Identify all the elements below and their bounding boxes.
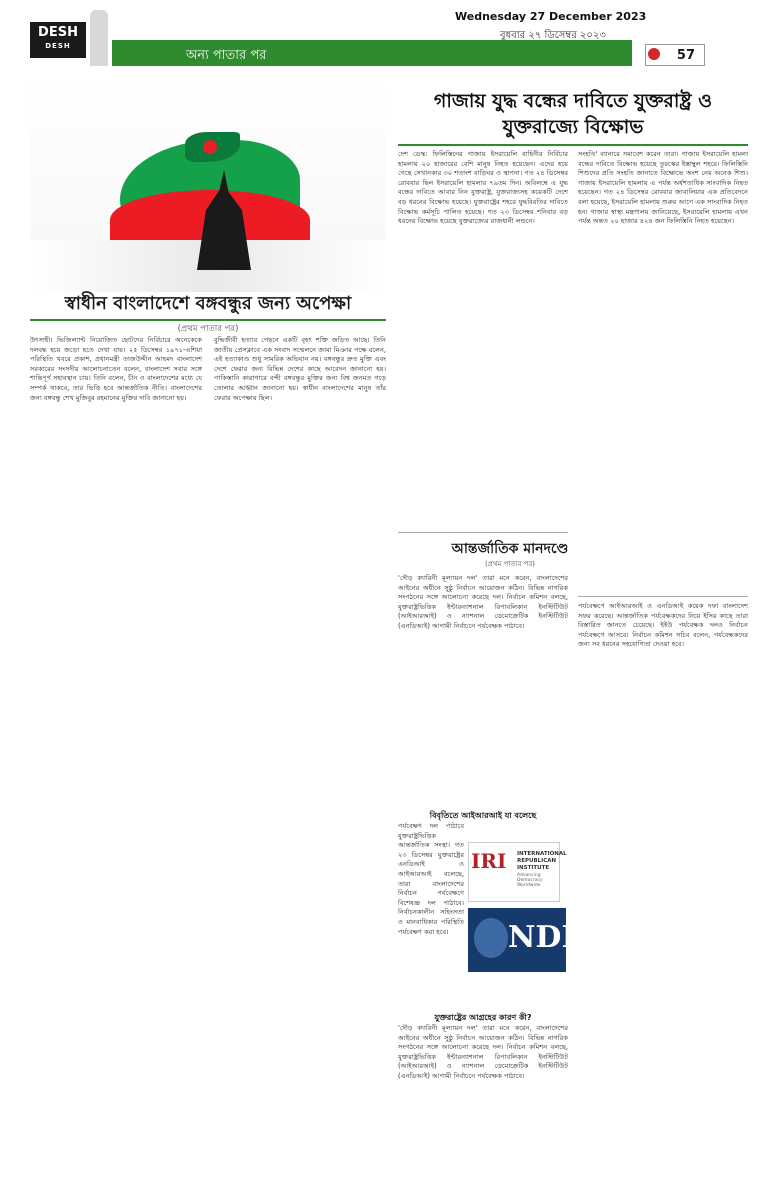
ndi-logo: NDI [468, 908, 566, 972]
article-observers-col: পর্যবেক্ষণে আইআরআই ও এনডিআই কয়েক দফা বাংলাদেশ সফর করেছে। আন্তর্জাতিক পর্যবেক্ষকদের নিয়ে ইসির কাছে তারা বিস্তারিত জানতে চেয়েছে। ইইউ পর্যবেক্ষক দলও নির্বাচন পর্যবেক্ষণে আসবে। নির্বাচন কমিশন সচিব বলেন, পর্যবেক্ষকদের জন্য সব ধরনের সহযোগিতা দেওয়া হবে। [578, 602, 748, 649]
headline-international: আন্তর্জাতিক মানদণ্ডে [451, 541, 569, 557]
article-bangabandhu-col2: বুদ্ধিজীবী হত্যার পেছনে একটি বৃহৎ শক্তি জড়িত আছে। তিনি জাতীয় প্রেসক্লাবে এক সংবাদ সম্মেলনে জামা মিঞার পক্ষে বলেন, এই হত্যাকাণ্ড শুধু সামরিক অভিযান নয়। বঙ্গবন্ধুর দ্রুত মুক্তি এবং দেশে ফেরার জন্য বিভিন্ন দেশের কাছে আবেদন জানানো হয়। পাকিস্তানি কারাগারে বন্দী বঙ্গবন্ধুর মুক্তির জন্য বিশ্ব জনমত গড়ে তোলার আহ্বান জানানো হয়। স্বাধীন বাংলাদেশের মানুষ তাঁর ফেরার অপেক্ষায় ছিল। [214, 336, 386, 402]
statue-icon [90, 10, 108, 66]
feature-illustration [30, 80, 386, 292]
iri-logo: IRI INTERNATIONAL REPUBLICAN INSTITUTE Advancing Democracy Worldwide [468, 842, 560, 902]
article-gaza-col2: সংহতি' ব্যানারে সমাবেশ করেন তারা। গাজায় ইসরায়েলি হামলা বন্ধের দাবিতে বিক্ষোভ হয়েছে তুরস্কের ইস্তাম্বুল শহরে। ফিলিস্তিনি শিশুদের প্রতি সংহতি জানাতে বিক্ষোভে অংশ নেয় অনেক শিশু। গাজায় ইসরায়েলি হামলায় এ পর্যন্ত অর্ধশতাধিক সাংবাদিক নিহত হয়েছেন। গত ২৪ ডিসেম্বর রোববার জাবালিয়ার এক প্রতিবেদনে বলা হয়েছে, ইসরায়েলি হামলায় শুরুর আগে এক সাংবাদিক নিহত হন। গাজার স্বাস্থ্য মন্ত্রণালয় জানিয়েছে, ইসরায়েলি হামলায় এখন পর্যন্ত অন্তত ২০ হাজার ৪২৪ জন ফিলিস্তিনি নিহত হয়েছেন। [578, 150, 748, 226]
date-bangla: বুধবার ২৭ ডিসেম্বর ২০২৩ [500, 30, 606, 41]
date-english: Wednesday 27 December 2023 [455, 10, 647, 23]
article-international-col1: 'দৌড় ক্যারিনী মূল্যায়ন দল' তারা মনে করেন, বাংলাদেশের আইনের অধীনে সুষ্ঠু নির্বাচন আয়োজন কঠিন। বিভিন্ন নাগরিক সংগঠনের সঙ্গে আলোচনা করেছে দল। নির্বাচন কমিশন বলছে, যুক্তরাষ্ট্রভিত্তিক ইন্টারন্যাশনাল রিপাবলিকান ইনস্টিটিউট (আইআরআই) ও ন্যাশনাল ডেমোক্রেটিক ইনস্টিটিউট (এনডিআই) আগামী নির্বাচনে পর্যবেক্ষক পাঠাবে। [398, 574, 568, 630]
divider-middle [398, 532, 568, 533]
article-international-col1b: পর্যবেক্ষণ দল পাঠাবে যুক্তরাষ্ট্রভিত্তিক আন্তর্জাতিক সংস্থা। গত ২৩ ডিসেম্বর যুক্তরাষ্ট্রের এনডিআই ও আইআরআই বলেছে, তারা বাংলাদেশের নির্বাচন পর্যবেক্ষণে বিশেষজ্ঞ দল পাঠাবে। নির্বাচনকালীন সহিংসতা ও মানবাধিকার পরিস্থিতি পর্যবেক্ষণ করা হবে। [398, 822, 464, 936]
continued-label-left: (প্রথম পাতার পর) [177, 324, 239, 334]
logo: DESH DESH [30, 22, 86, 58]
article-gaza-col1: দেশ ডেস্ক: ফিলিস্তিনের গাজায় ইসরায়েলি বাহিনীর নির্বিচার হামলায় ২০ হাজারের বেশি মানুষ নিহত হয়েছেন। এদের হয়ে গেছে সেখানকার ৩০ শতাংশ বাড়িঘর ও স্থাপনা। গত ২৪ ডিসেম্বর রোববার ছিল ইসরায়েলি হামলার ৭৯তম দিন। অবিলম্বে এ যুদ্ধ বন্ধের দাবিতে আবার নিন যুক্তরাষ্ট্র, যুক্তরাজ্যসহ কয়েকটি দেশে বড় ধরনের বিক্ষোভ হয়েছে। যুক্তরাষ্ট্রের শহরে যুদ্ধবিরতির দাবিতে বিক্ষোভ কর্মসূচি পালিত হয়েছে। গত ২৩ ডিসেম্বর শনিবার বড় ধরনের বিক্ষোভ হয়েছে যুক্তরাজ্যের রাজধানী লন্ডনে। [398, 150, 568, 226]
headline-bangabandhu: স্বাধীন বাংলাদেশে বঙ্গবন্ধুর জন্য অপেক্ষা [30, 292, 386, 321]
headline-gaza: গাজায় যুদ্ধ বন্ধের দাবিতে যুক্তরাষ্ট্র ও যুক্তরাজ্যে বিক্ষোভ [398, 88, 748, 146]
subhead-iri: বিবৃতিতে আইআরআই যা বলেছে [429, 811, 537, 820]
continued-label-middle: (প্রথম পাতার পর) [484, 560, 536, 568]
page-number: 57 [676, 48, 695, 63]
article-bangabandhu-col1: উৎসাহী। ভিজিল্যান্ট নিয়োজিত ছোটদের নির্বিচারে অনেকেকে দলবদ্ধ হয়ে জড়ো হতে দেখা যায়। ২৫ ডিসেম্বর ১৯৭১-এশিয়া পরিস্থিতি খবরে প্রকাশ, প্রধানমন্ত্রী তাজউদ্দীন আহমদ বাংলাদেশ সরকারের সংসদীয় আলোচনাতেন বলেন, বাংলাদেশ সবার সঙ্গে শান্তিপূর্ণ সহাবস্থান চায়। তিনি বলেন, চীন ও বাংলাদেশের মধ্যে যে সম্পর্ক থাকবে, তার ভিত্তি হবে আন্তর্জাতিক নীতি। বাংলাদেশের জন্য বঙ্গবন্ধু শেখ মুজিবুর রহমানের মুক্তির দাবি জানানো হয়। [30, 336, 202, 402]
masthead [0, 0, 770, 68]
divider-right [578, 596, 748, 597]
article-international-col1c: 'দৌড় ক্যারিনী মূল্যায়ন দল' তারা মনে করেন, বাংলাদেশের আইনের অধীনে সুষ্ঠু নির্বাচন আয়োজন কঠিন। বিভিন্ন নাগরিক সংগঠনের সঙ্গে আলোচনা করেছে দল। নির্বাচন কমিশন বলছে, যুক্তরাষ্ট্রভিত্তিক ইন্টারন্যাশনাল রিপাবলিকান ইনস্টিটিউট (আইআরআই) ও ন্যাশনাল ডেমোক্রেটিক ইনস্টিটিউট (এনডিআই) আগামী নির্বাচনে পর্যবেক্ষক পাঠাবে। [398, 1024, 568, 1080]
section-title: অন্য পাতার পর [186, 48, 267, 63]
globe-icon [474, 918, 508, 958]
subhead-us-interest: যুক্তরাষ্ট্রের আগ্রহের কারণ কী? [434, 1013, 532, 1022]
